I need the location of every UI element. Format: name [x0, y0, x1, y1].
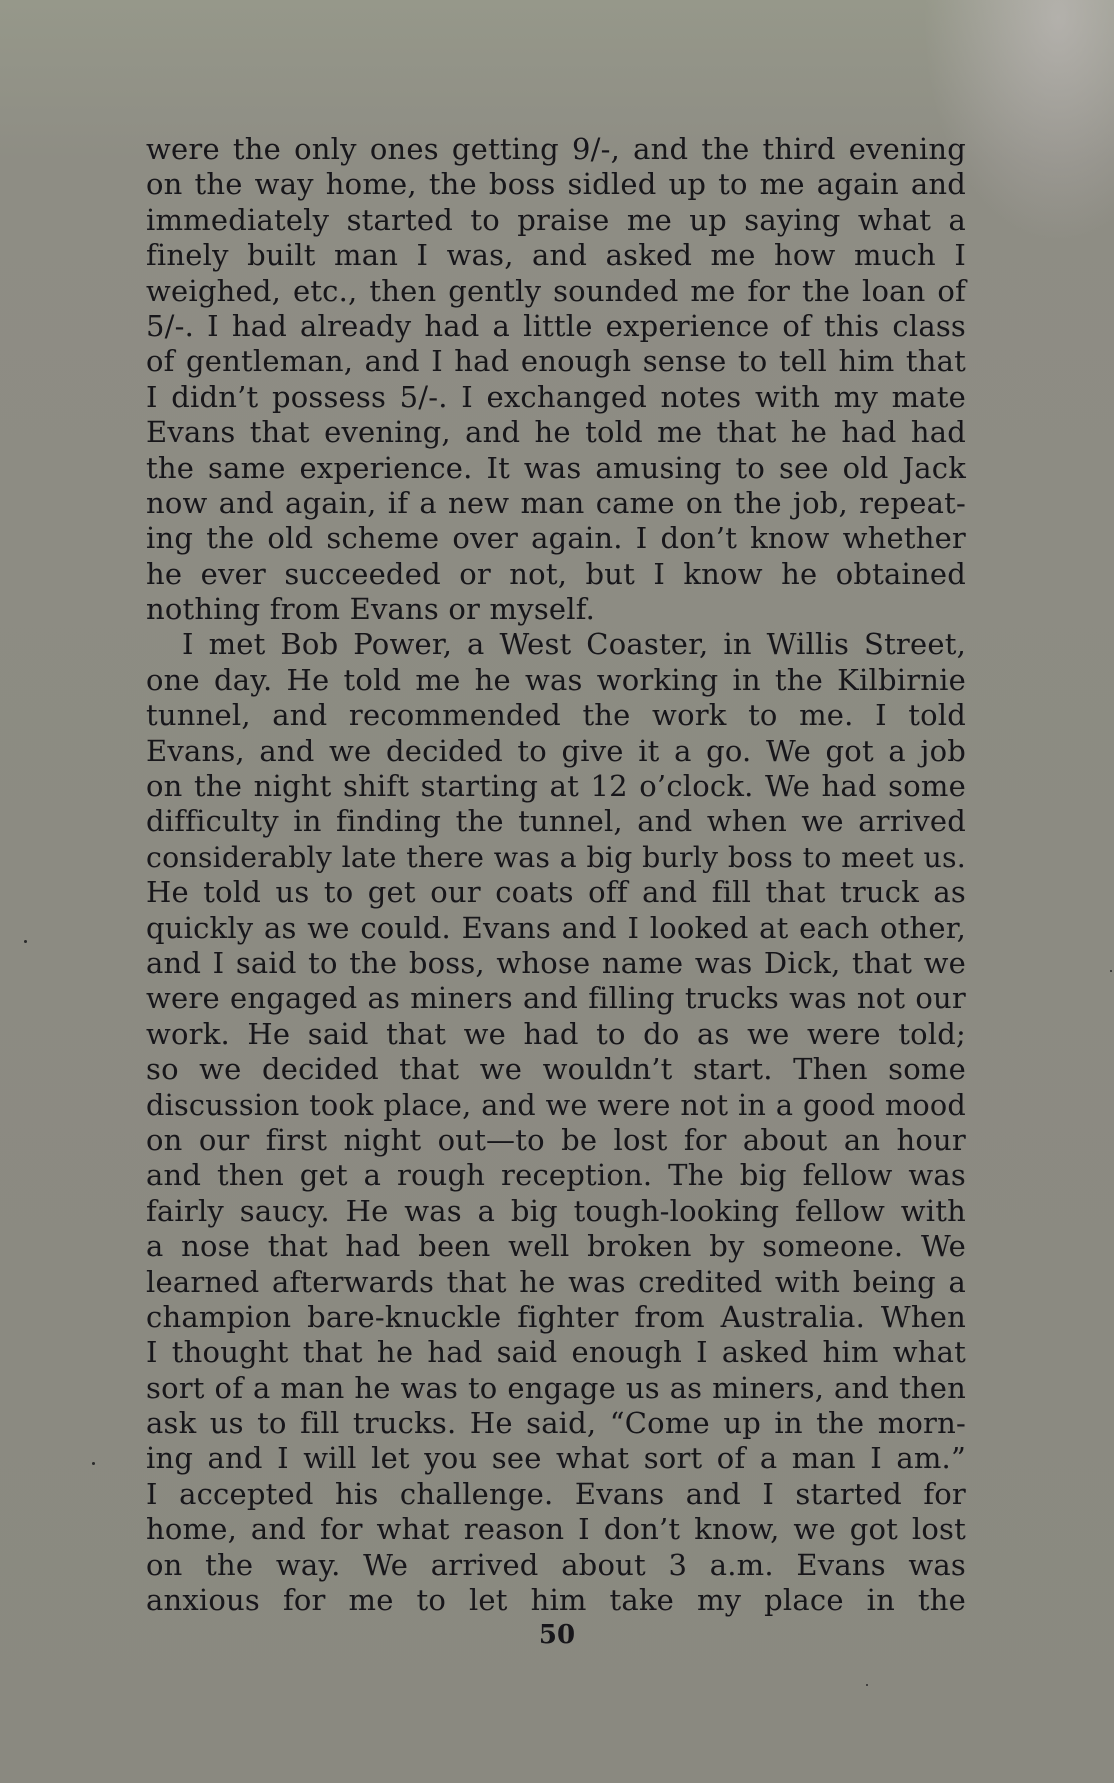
text-line: were engaged as miners and filling trucks was not our — [146, 981, 966, 1016]
text-line: on the way. We arrived about 3 a.m. Evans was — [146, 1547, 966, 1582]
text-line: considerably late there was a big burly boss to meet us. — [146, 840, 966, 874]
text-line: finely built man I was, and asked me how much I — [146, 238, 966, 273]
text-line: he ever succeeded or not, but I know he obtained — [146, 556, 966, 591]
text-line: were the only ones getting 9/-, and the third evening — [146, 132, 966, 166]
text-line: on our first night out—to be lost for about an hour — [146, 1122, 966, 1157]
text-line: Evans, and we decided to give it a go. We got a job — [146, 733, 966, 768]
text-line: the same experience. It was amusing to see old Jack — [146, 450, 966, 485]
text-line: quickly as we could. Evans and I looked at each other, — [146, 910, 966, 945]
text-line: Evans that evening, and he told me that he had had — [146, 415, 966, 450]
text-line: a nose that had been well broken by someone. We — [146, 1229, 966, 1264]
text-line: 5/-. I had already had a little experience of this class — [146, 308, 966, 343]
text-line: on the night shift starting at 12 o’clock. We had some — [146, 769, 966, 804]
text-line: ing and I will let you see what sort of a man I am.” — [146, 1441, 966, 1476]
text-line: now and again, if a new man came on the job, repeat- — [146, 485, 966, 520]
paper-speck — [24, 940, 27, 943]
text-line: champion bare-knuckle fighter from Australia. When — [146, 1299, 966, 1334]
text-line: sort of a man he was to engage us as miners, and then — [146, 1370, 966, 1405]
text-line: one day. He told me he was working in the Kilbirnie — [146, 662, 966, 697]
text-line: difficulty in finding the tunnel, and when we arrived — [146, 804, 966, 839]
paper-speck — [92, 1462, 95, 1465]
text-line: work. He said that we had to do as we were told; — [146, 1016, 966, 1051]
text-line: I accepted his challenge. Evans and I started for — [146, 1476, 966, 1511]
text-line: ing the old scheme over again. I don’t know whether — [146, 521, 966, 556]
text-line: on the way home, the boss sidled up to me again and — [146, 167, 966, 202]
paragraph-end-line: nothing from Evans or myself. — [146, 592, 596, 627]
text-line: learned afterwards that he was credited with being a — [146, 1264, 966, 1299]
text-line: I didn’t possess 5/-. I exchanged notes with my mate — [146, 379, 966, 414]
paper-speck — [1110, 970, 1112, 972]
paper-speck — [866, 1684, 868, 1686]
text-line: and I said to the boss, whose name was Dick, that we — [146, 945, 966, 980]
text-line: fairly saucy. He was a big tough-looking fellow with — [146, 1193, 966, 1228]
text-line: and then get a rough reception. The big fellow was — [146, 1158, 966, 1193]
text-line: ask us to fill trucks. He said, “Come up in the morn- — [146, 1406, 966, 1441]
paragraph-start-line: I met Bob Power, a West Coaster, in Willis Street, — [182, 627, 966, 662]
text-line: He told us to get our coats off and fill that truck as — [146, 875, 966, 910]
text-line: weighed, etc., then gently sounded me for the loan of — [146, 273, 966, 308]
body-text — [146, 132, 966, 1618]
text-line: immediately started to praise me up saying what a — [146, 202, 966, 237]
text-line: so we decided that we wouldn’t start. Then some — [146, 1052, 966, 1087]
text-line: discussion took place, and we were not in a good mood — [146, 1087, 966, 1122]
text-line: tunnel, and recommended the work to me. I told — [146, 698, 966, 733]
page-number: 50 — [538, 1620, 576, 1650]
text-line: of gentleman, and I had enough sense to tell him that — [146, 344, 966, 379]
text-line: I thought that he had said enough I asked him what — [146, 1335, 966, 1370]
text-line: home, and for what reason I don’t know, we got lost — [146, 1512, 966, 1547]
text-line: anxious for me to let him take my place in the — [146, 1583, 966, 1618]
